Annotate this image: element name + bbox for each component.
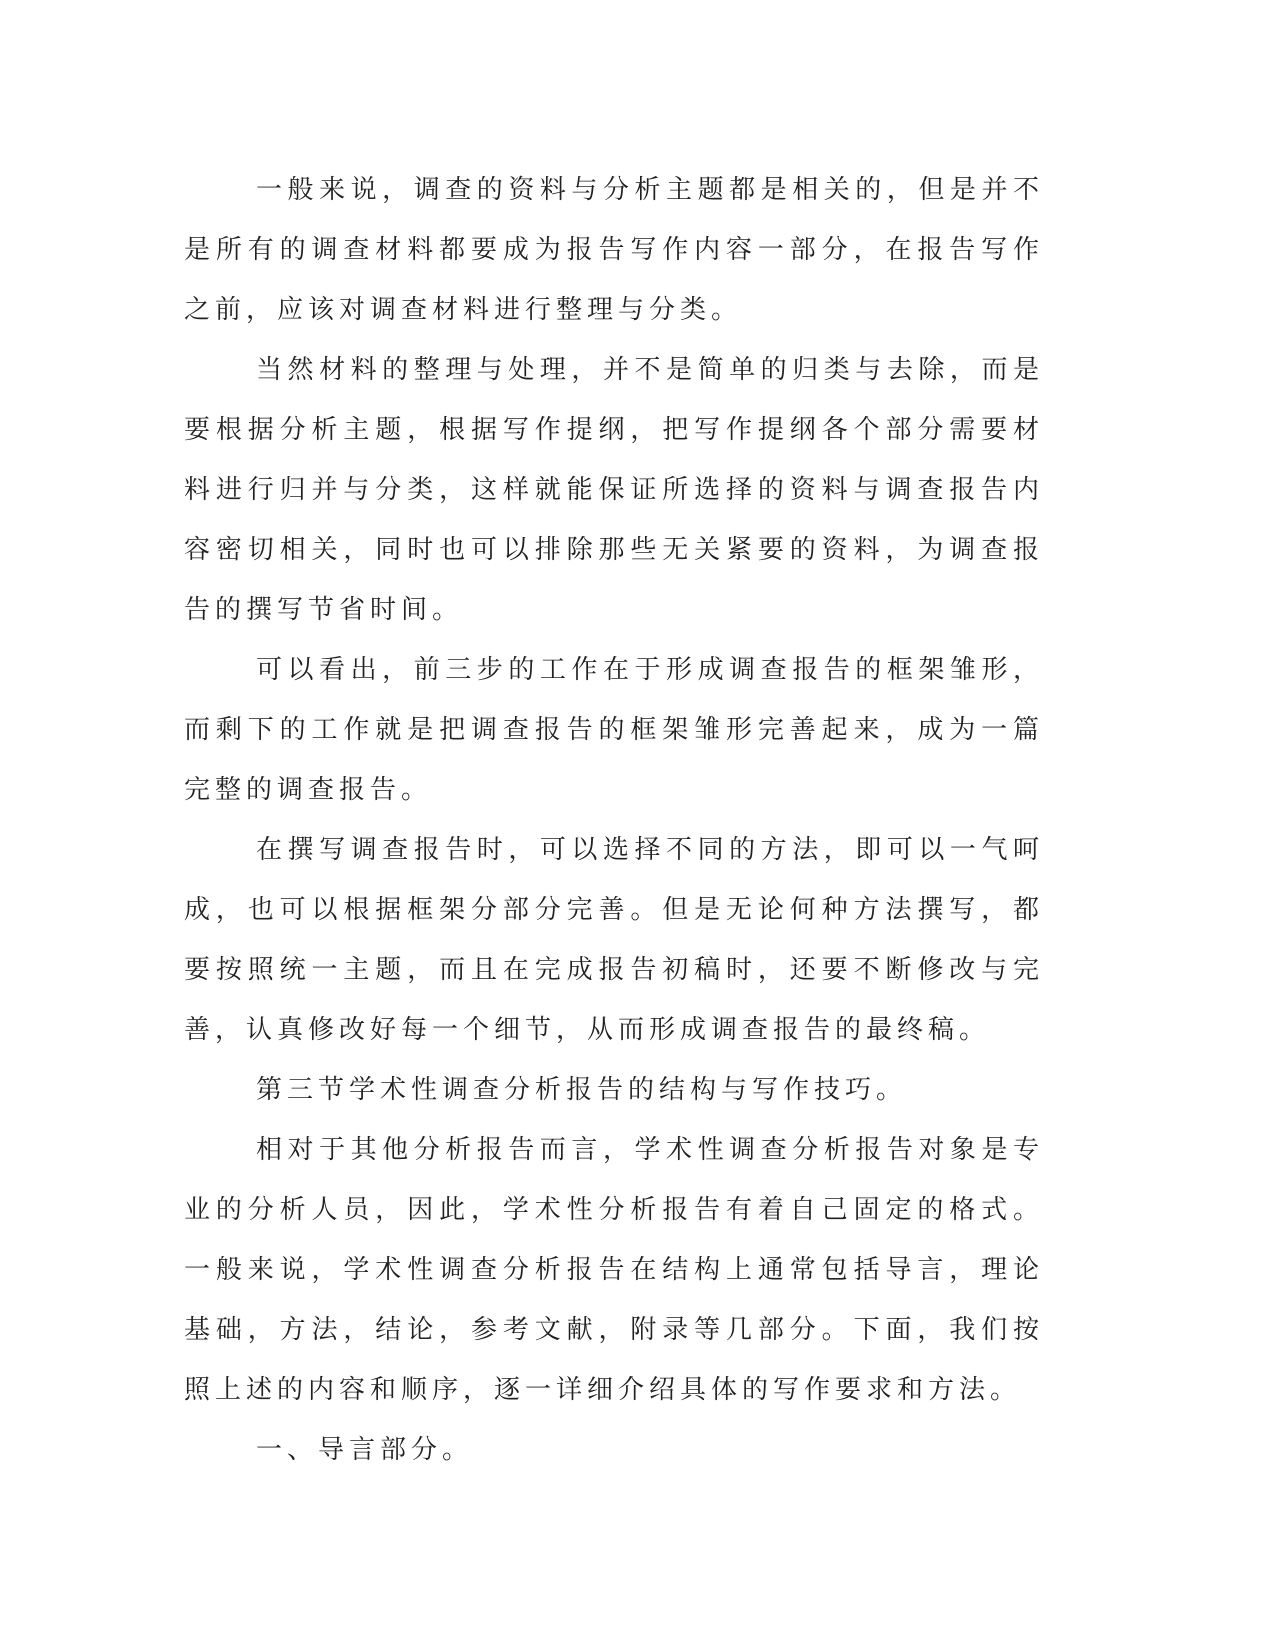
paragraph-3: 可以看出，前三步的工作在于形成调查报告的框架雏形，而剩下的工作就是把调查报告的框架雏形完善起来，成为一篇完整的调查报告。 — [184, 655, 1044, 805]
subsection-heading: 一、导言部分。 — [256, 1435, 474, 1465]
paragraph-2: 当然材料的整理与处理，并不是简单的归类与去除，而是要根据分析主题，根据写作提纲，把写作提纲各个部分需要材料进行归并与分类，这样就能保证所选择的资料与调查报告内容密切相关，同时也可以排除那些无关紧要的资料，为调查报告的撰写节省时间。 — [184, 355, 1044, 625]
paragraph-4: 在撰写调查报告时，可以选择不同的方法，即可以一气呵成，也可以根据框架分部分完善。但是无论何种方法撰写，都要按照统一主题，而且在完成报告初稿时，还要不断修改与完善，认真修改好每一个细节，从而形成调查报告的最终稿。 — [184, 835, 1044, 1045]
paragraph-5: 相对于其他分析报告而言，学术性调查分析报告对象是专业的分析人员，因此，学术性分析报告有着自己固定的格式。一般来说，学术性调查分析报告在结构上通常包括导言，理论基础，方法，结论，参考文献，附录等几部分。下面，我们按照上述的内容和顺序，逐一详细介绍具体的写作要求和方法。 — [184, 1135, 1044, 1405]
section-heading: 第三节学术性调查分析报告的结构与写作技巧。 — [256, 1075, 908, 1105]
paragraph-1: 一般来说，调查的资料与分析主题都是相关的，但是并不是所有的调查材料都要成为报告写作内容一部分，在报告写作之前，应该对调查材料进行整理与分类。 — [184, 175, 1044, 325]
document-body — [184, 160, 1044, 1480]
